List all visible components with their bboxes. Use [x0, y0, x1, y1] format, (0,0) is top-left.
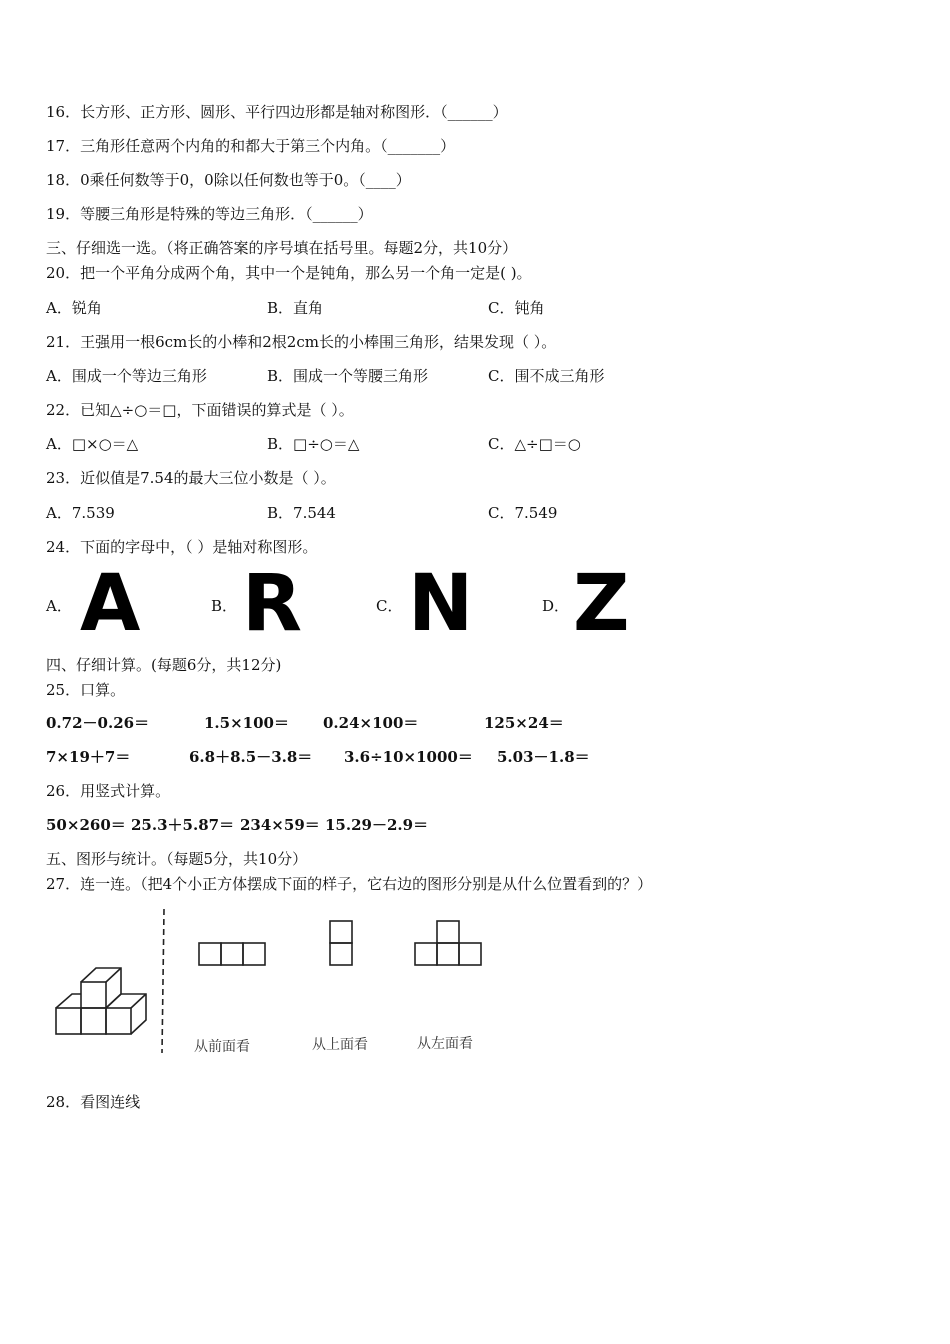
question-18: 18．0乘任何数等于0，0除以任何数也等于0。（____）: [46, 171, 411, 189]
question-22-option-c: C．△÷□＝○: [488, 435, 581, 453]
top-view-label: 从上面看: [312, 1037, 368, 1053]
section-3-heading: 三、仔细选一选。（将正确答案的序号填在括号里。每题2分，共10分）: [46, 239, 518, 257]
question-27-stem: 27．连一连。（把4个小正方体摆成下面的样子，它右边的图形分别是从什么位置看到的？）: [46, 875, 653, 893]
oral-calc-item: 6.8＋8.5－3.8＝: [189, 748, 313, 766]
section-4-heading: 四、仔细计算。(每题6分，共12分): [46, 656, 282, 674]
letter-n-figure: N: [408, 559, 474, 649]
question-23-option-a: A．7.539: [46, 504, 115, 522]
question-24-option-d: D．: [542, 597, 570, 615]
question-25-stem: 25．口算。: [46, 681, 126, 699]
cube-stack-drawing: [56, 968, 146, 1034]
question-24-option-a: A．: [46, 597, 72, 615]
cube-views-figure: [46, 905, 506, 1060]
oral-calc-item: 1.5×100＝: [204, 714, 289, 732]
question-24-option-c: C．: [376, 597, 403, 615]
question-22-option-b: B．□÷○＝△: [267, 435, 360, 453]
oral-calc-item: 125×24＝: [484, 714, 564, 732]
question-23-option-b: B．7.544: [267, 504, 336, 522]
letter-a-figure: A: [80, 559, 141, 649]
oral-calc-item: 5.03－1.8＝: [497, 748, 590, 766]
question-20-option-a: A．锐角: [46, 299, 102, 317]
question-20-option-b: B．直角: [267, 299, 324, 317]
question-17: 17．三角形任意两个内角的和都大于第三个内角。（_______）: [46, 137, 456, 155]
left-view-label: 从左面看: [417, 1036, 473, 1052]
top-view-shape: [330, 921, 352, 965]
vertical-calc-item: 50×260＝: [46, 816, 126, 834]
question-28-stem: 28．看图连线: [46, 1093, 141, 1111]
question-21-option-b: B．围成一个等腰三角形: [267, 367, 429, 385]
question-26-stem: 26．用竖式计算。: [46, 782, 171, 800]
oral-calc-item: 0.24×100＝: [323, 714, 419, 732]
question-22-stem: 22．已知△÷○＝□，下面错误的算式是（ ）。: [46, 401, 354, 419]
section-5-heading: 五、图形与统计。（每题5分，共10分）: [46, 850, 308, 868]
question-20-stem: 20．把一个平角分成两个角，其中一个是钝角，那么另一个角一定是( )。: [46, 264, 532, 282]
front-view-label: 从前面看: [194, 1039, 250, 1055]
vertical-calc-item: 25.3＋5.87＝: [131, 816, 235, 834]
question-23-stem: 23．近似值是7.54的最大三位小数是（ ）。: [46, 469, 336, 487]
question-24-stem: 24．下面的字母中，（ ）是轴对称图形。: [46, 538, 318, 556]
question-21-option-c: C．围不成三角形: [488, 367, 605, 385]
letter-z-figure: Z: [573, 559, 630, 649]
letter-r-figure: R: [242, 559, 303, 649]
vertical-calc-item: 15.29－2.9＝: [325, 816, 429, 834]
question-24-option-b: B．: [211, 597, 238, 615]
vertical-calc-item: 234×59＝: [240, 816, 320, 834]
dashed-divider: [162, 909, 164, 1053]
front-view-shape: [199, 943, 265, 965]
question-20-option-c: C．钝角: [488, 299, 545, 317]
oral-calc-item: 0.72－0.26＝: [46, 714, 150, 732]
question-19: 19．等腰三角形是特殊的等边三角形．（______）: [46, 205, 373, 223]
question-21-stem: 21．王强用一根6cm长的小棒和2根2cm长的小棒围三角形，结果发现（ ）。: [46, 333, 557, 351]
oral-calc-item: 3.6÷10×1000＝: [344, 748, 473, 766]
oral-calc-item: 7×19＋7＝: [46, 748, 131, 766]
question-22-option-a: A．□×○＝△: [46, 435, 139, 453]
question-21-option-a: A．围成一个等边三角形: [46, 367, 207, 385]
left-view-shape: [415, 921, 481, 965]
question-23-option-c: C．7.549: [488, 504, 558, 522]
question-16: 16．长方形、正方形、圆形、平行四边形都是轴对称图形．（______）: [46, 103, 508, 121]
